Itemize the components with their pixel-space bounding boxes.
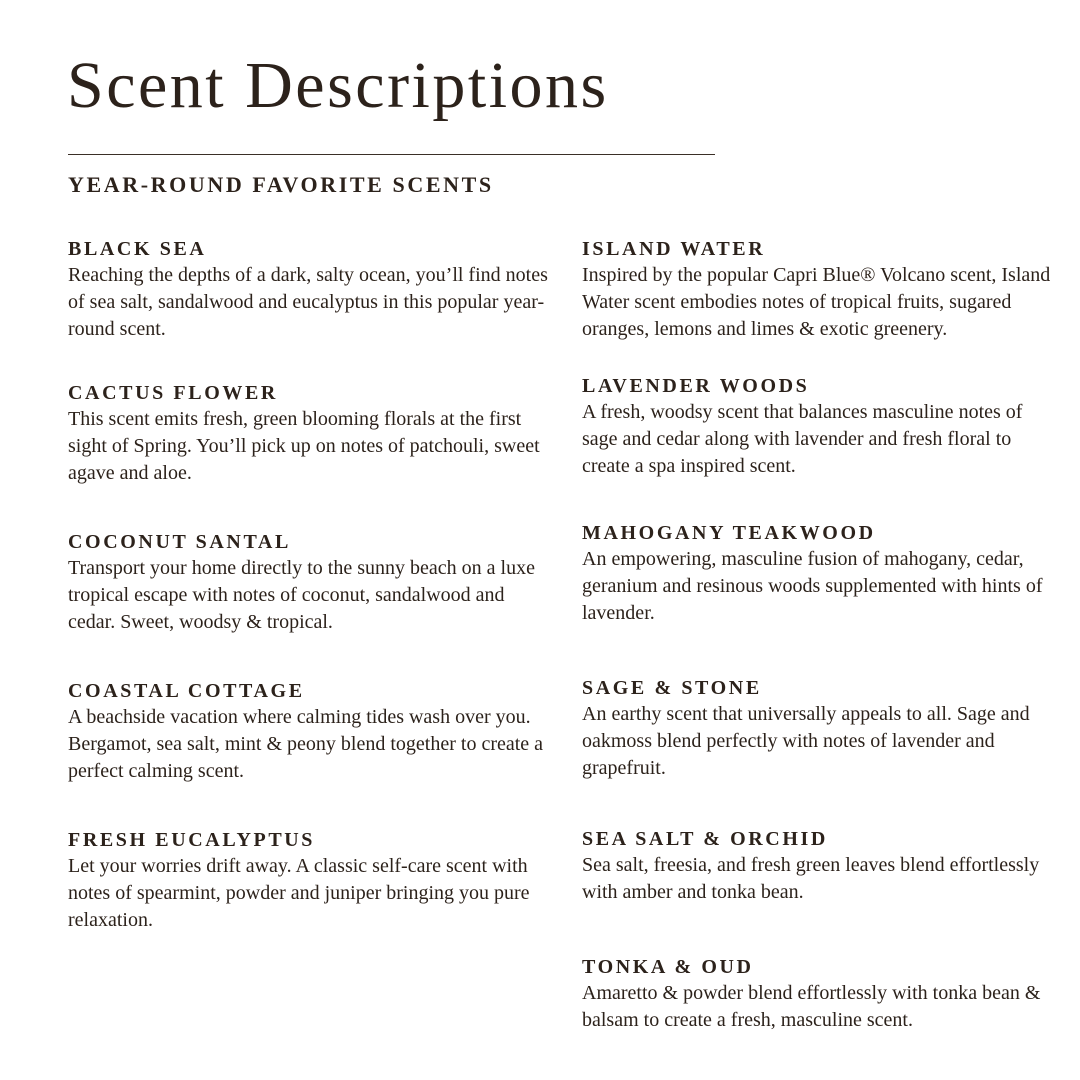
scent-item-mahogany-teakwood <box>582 520 1052 627</box>
scent-name: CACTUS FLOWER <box>68 382 278 404</box>
scent-name: MAHOGANY TEAKWOOD <box>582 522 876 544</box>
scent-name: COASTAL COTTAGE <box>68 680 305 702</box>
scent-name: SEA SALT & ORCHID <box>582 828 828 850</box>
scent-description: Amaretto & powder blend effortlessly with tonka bean & balsam to create a fresh, masculine scent. <box>582 982 1041 1031</box>
scent-description: An earthy scent that universally appeals to all. Sage and oakmoss blend perfectly with notes of lavender and grapefruit. <box>582 703 1030 779</box>
scent-name: COCONUT SANTAL <box>68 531 291 553</box>
scent-description: An empowering, masculine fusion of mahogany, cedar, geranium and resinous woods supplemented with hints of lavender. <box>582 548 1043 624</box>
scent-item-sage-and-stone <box>582 675 1052 782</box>
scent-description: Reaching the depths of a dark, salty ocean, you’ll find notes of sea salt, sandalwood and eucalyptus in this popular year-round scent. <box>68 264 548 340</box>
scent-item-sea-salt-and-orchid <box>582 826 1052 906</box>
section-heading: YEAR-ROUND FAVORITE SCENTS <box>68 172 494 197</box>
scent-item-tonka-and-oud <box>582 954 1052 1034</box>
scent-item-fresh-eucalyptus <box>68 827 552 934</box>
scent-name: ISLAND WATER <box>582 238 766 260</box>
scent-description: Transport your home directly to the sunny beach on a luxe tropical escape with notes of coconut, sandalwood and cedar. Sweet, woodsy & tropical. <box>68 557 535 633</box>
scent-item-black-sea <box>68 236 552 343</box>
scent-description: Inspired by the popular Capri Blue® Volcano scent, Island Water scent embodies notes of tropical fruits, sugared oranges, lemons and limes & exotic greenery. <box>582 264 1051 340</box>
scent-item-coastal-cottage <box>68 678 552 785</box>
scent-item-coconut-santal <box>68 529 552 636</box>
page-title: Scent Descriptions <box>67 49 609 122</box>
scent-description: A fresh, woodsy scent that balances masculine notes of sage and cedar along with lavender and fresh floral to create a spa inspired scent. <box>582 401 1023 477</box>
scent-name: LAVENDER WOODS <box>582 375 810 397</box>
scent-item-island-water <box>582 236 1052 343</box>
scent-description: A beachside vacation where calming tides wash over you. Bergamot, sea salt, mint & peony blend together to create a perfect calming scent. <box>68 706 544 782</box>
scent-name: SAGE & STONE <box>582 677 762 699</box>
scent-name: TONKA & OUD <box>582 956 754 978</box>
scent-item-lavender-woods <box>582 373 1052 480</box>
scent-item-cactus-flower <box>68 380 552 487</box>
scent-description: Let your worries drift away. A classic self-care scent with notes of spearmint, powder and juniper bringing you pure relaxation. <box>68 855 530 931</box>
title-divider <box>68 154 715 155</box>
scent-name: BLACK SEA <box>68 238 207 260</box>
scent-description: This scent emits fresh, green blooming florals at the first sight of Spring. You’ll pick up on notes of patchouli, sweet agave and aloe. <box>68 408 540 484</box>
scent-name: FRESH EUCALYPTUS <box>68 829 316 851</box>
scent-description: Sea salt, freesia, and fresh green leaves blend effortlessly with amber and tonka bean. <box>582 854 1040 903</box>
